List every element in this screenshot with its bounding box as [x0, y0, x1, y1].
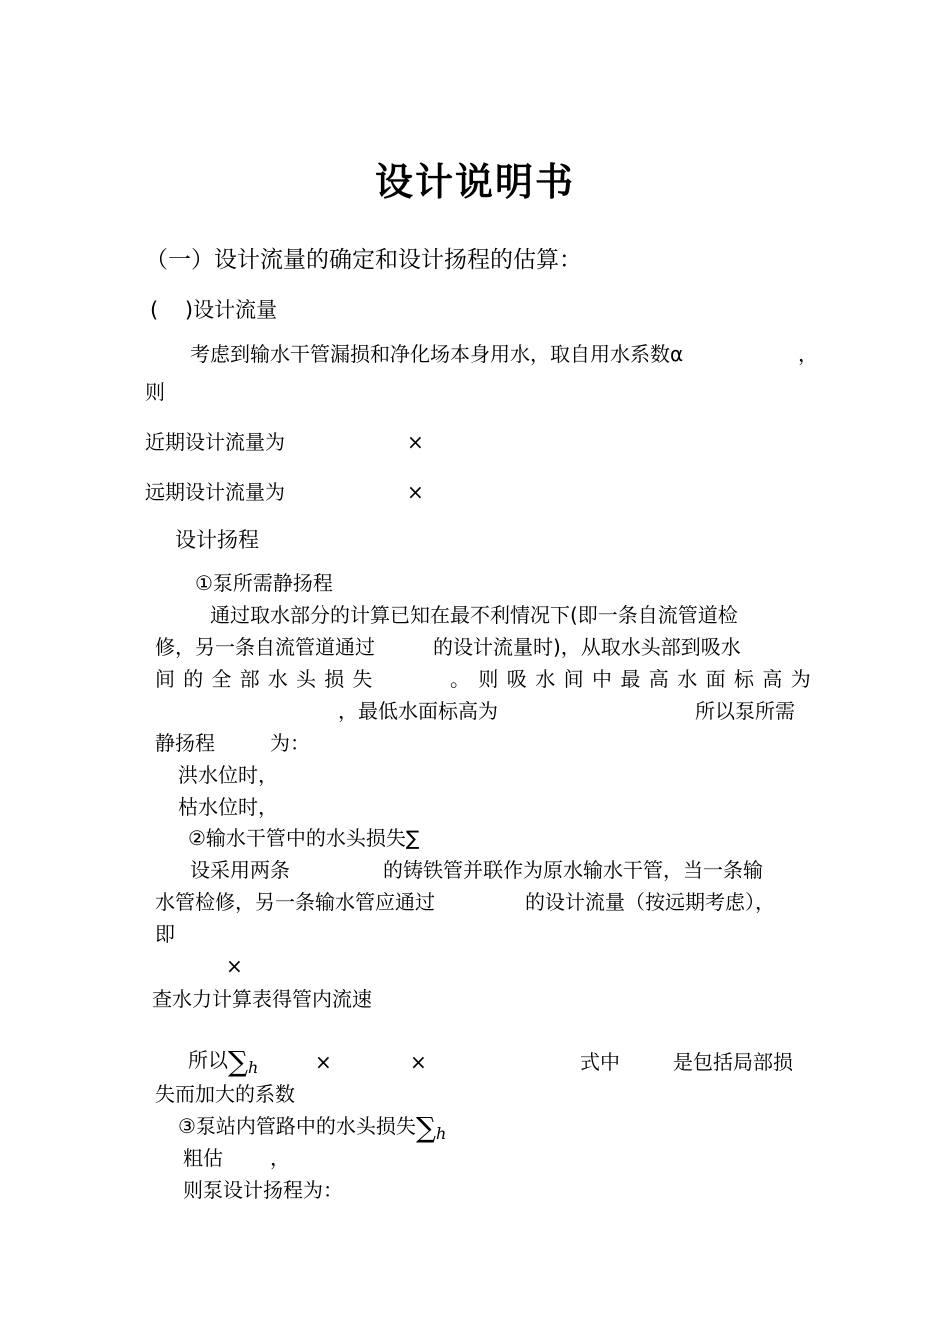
- multiply-sign: ×: [407, 480, 424, 504]
- paragraph-line: 失而加大的系数: [155, 1082, 295, 1106]
- text-run: 所以: [188, 1048, 228, 1072]
- long-term-flow-label: 远期设计流量为: [145, 480, 285, 504]
- multiply-sign: ×: [410, 1050, 427, 1074]
- multiply-sign: ×: [226, 954, 243, 978]
- paragraph-line: 静扬程: [155, 731, 215, 755]
- subsection-heading: ( )设计流量: [150, 298, 278, 322]
- paragraph-line: 考虑到输水干管漏损和净化场本身用水，取自用水系数α: [190, 342, 684, 366]
- pump-station-loss-heading: [178, 1111, 447, 1146]
- paragraph-line: 水管检修，另一条输水管应通过: [155, 890, 435, 914]
- flood-level-line: 洪水位时，: [178, 763, 278, 787]
- paragraph-line: 则: [145, 380, 165, 404]
- multiply-sign: ×: [407, 430, 424, 454]
- rough-estimate-comma: ，: [270, 1146, 290, 1170]
- text-run: 修，另一条自流管道通过: [155, 635, 375, 659]
- summation-subscript: h: [435, 1124, 447, 1143]
- summation-subscript: h: [248, 1058, 259, 1077]
- design-head-heading: 设计扬程: [175, 528, 259, 552]
- paragraph-line: 所以泵所需: [695, 699, 795, 723]
- paragraph-line: 为：: [270, 731, 310, 755]
- paragraph-line: 设采用两条: [190, 858, 290, 882]
- summation-symbol: ∑: [415, 1111, 436, 1144]
- paragraph-line: 通过取水部分的计算已知在最不利情况下(即一条自流管道检: [210, 603, 738, 627]
- rough-estimate-label: 粗估: [183, 1146, 223, 1170]
- paragraph-line: ，最低水面标高为: [338, 699, 498, 723]
- pipe-loss-heading: ②输水干管中的水头损失∑: [188, 826, 420, 850]
- dry-level-line: 枯水位时，: [178, 795, 278, 819]
- multiply-sign: ×: [315, 1050, 332, 1074]
- section-heading: （一）设计流量的确定和设计扬程的估算：: [145, 247, 582, 273]
- paragraph-line: 的铸铁管并联作为原水输水干管，当一条输: [383, 858, 763, 882]
- paragraph-line: 的设计流量（按远期考虑），: [525, 890, 775, 914]
- near-term-flow-label: 近期设计流量为: [145, 430, 285, 454]
- velocity-line: 查水力计算表得管内流速: [152, 987, 372, 1011]
- paragraph-line: [155, 635, 807, 659]
- paragraph-line: 。则吸水间中最高水面标高为: [450, 667, 820, 691]
- text-run: ③泵站内管路中的水头损失: [178, 1114, 416, 1138]
- paragraph-line: 是包括局部损: [673, 1050, 793, 1074]
- paragraph-comma: ，: [798, 342, 818, 366]
- text-run: 的设计流量时)，从取水头部到吸水: [433, 635, 741, 659]
- summation-symbol: ∑: [228, 1045, 248, 1078]
- pump-head-line: 则泵设计扬程为：: [183, 1178, 343, 1202]
- static-head-heading: ①泵所需静扬程: [195, 571, 333, 595]
- paragraph-line: 即: [155, 922, 175, 946]
- paragraph-line: 间的全部水头损失: [155, 667, 381, 691]
- page-title: 设计说明书: [374, 160, 575, 204]
- formula-where-label: 式中: [580, 1050, 620, 1074]
- formula-line: [188, 1045, 259, 1080]
